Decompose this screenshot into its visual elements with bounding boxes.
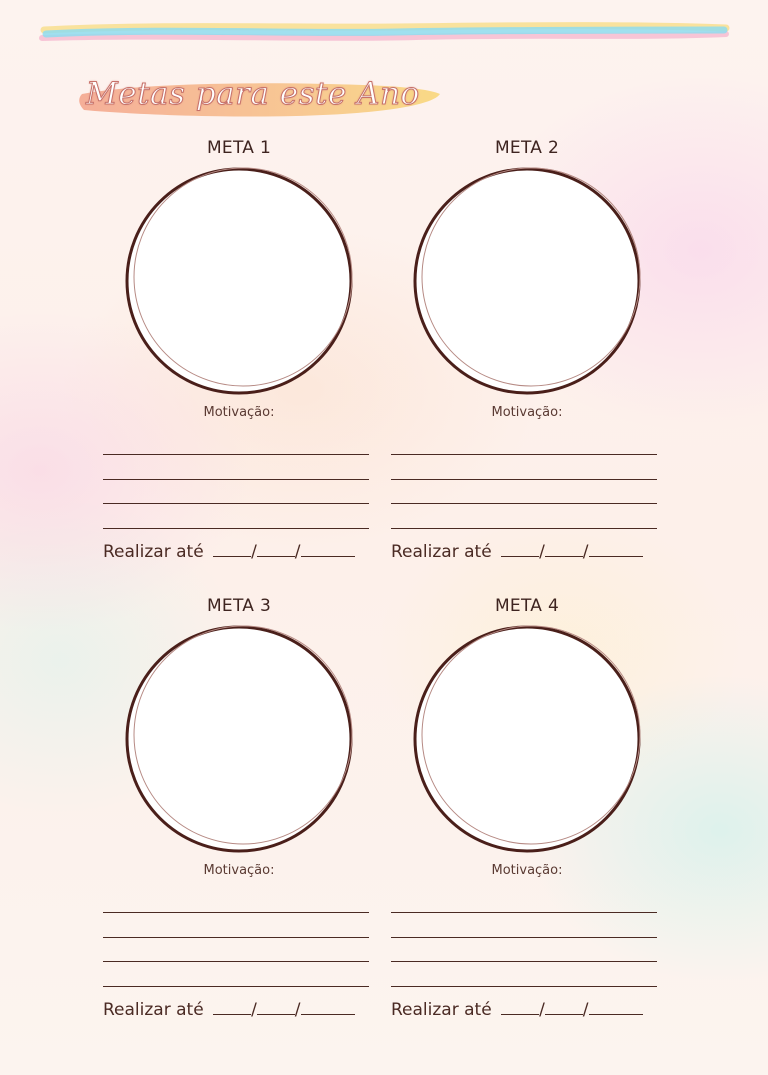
month-blank[interactable]: [257, 555, 295, 557]
month-blank[interactable]: [545, 555, 583, 557]
page-title: Metas para este Ano: [86, 76, 420, 112]
deadline-row: [103, 542, 375, 562]
goal-card-1: [103, 138, 375, 568]
decorative-brush-stroke: [36, 18, 736, 50]
deadline-label: Realizar até: [103, 542, 204, 562]
goal-card-4: [391, 596, 663, 1026]
date-separator: /: [539, 1000, 545, 1020]
motivation-line[interactable]: [391, 454, 657, 455]
date-separator: /: [294, 1000, 301, 1020]
goal-title: META 1: [206, 138, 272, 158]
motivation-line[interactable]: [103, 479, 369, 480]
deadline-label: Realizar até: [103, 1000, 204, 1020]
date-separator: /: [294, 542, 301, 562]
date-separator: /: [251, 1000, 257, 1020]
year-blank[interactable]: [301, 555, 355, 557]
motivation-label: Motivação:: [491, 405, 563, 420]
goal-title: META 3: [206, 596, 272, 616]
motivation-line[interactable]: [103, 503, 369, 504]
motivation-line[interactable]: [391, 528, 657, 529]
month-blank[interactable]: [257, 1013, 295, 1015]
goal-image-circle[interactable]: [117, 620, 361, 858]
year-blank[interactable]: [589, 555, 643, 557]
deadline-label: Realizar até: [391, 1000, 492, 1020]
motivation-line[interactable]: [103, 986, 369, 987]
goal-card-3: [103, 596, 375, 1026]
motivation-line[interactable]: [391, 937, 657, 938]
deadline-row: [391, 1000, 663, 1020]
month-blank[interactable]: [545, 1013, 583, 1015]
goal-image-circle[interactable]: [405, 620, 649, 858]
motivation-line[interactable]: [391, 961, 657, 962]
motivation-line[interactable]: [103, 528, 369, 529]
day-blank[interactable]: [501, 1013, 539, 1015]
motivation-line[interactable]: [391, 986, 657, 987]
date-separator: /: [539, 542, 545, 562]
motivation-line[interactable]: [103, 961, 369, 962]
deadline-label: Realizar até: [391, 542, 492, 562]
motivation-line[interactable]: [391, 503, 657, 504]
motivation-label: Motivação:: [491, 863, 563, 878]
goal-title: META 4: [494, 596, 560, 616]
day-blank[interactable]: [213, 555, 251, 557]
date-separator: /: [582, 542, 589, 562]
motivation-line[interactable]: [391, 479, 657, 480]
date-separator: /: [582, 1000, 589, 1020]
page-title-banner: [76, 70, 446, 126]
motivation-line[interactable]: [103, 937, 369, 938]
goal-image-circle[interactable]: [405, 162, 649, 400]
year-blank[interactable]: [301, 1013, 355, 1015]
goal-card-2: [391, 138, 663, 568]
goal-image-circle[interactable]: [117, 162, 361, 400]
motivation-label: Motivação:: [203, 863, 275, 878]
year-blank[interactable]: [589, 1013, 643, 1015]
motivation-label: Motivação:: [203, 405, 275, 420]
goal-title: META 2: [494, 138, 560, 158]
date-separator: /: [251, 542, 257, 562]
deadline-row: [391, 542, 663, 562]
motivation-line[interactable]: [103, 454, 369, 455]
motivation-line[interactable]: [103, 912, 369, 913]
deadline-row: [103, 1000, 375, 1020]
day-blank[interactable]: [501, 555, 539, 557]
motivation-line[interactable]: [391, 912, 657, 913]
day-blank[interactable]: [213, 1013, 251, 1015]
